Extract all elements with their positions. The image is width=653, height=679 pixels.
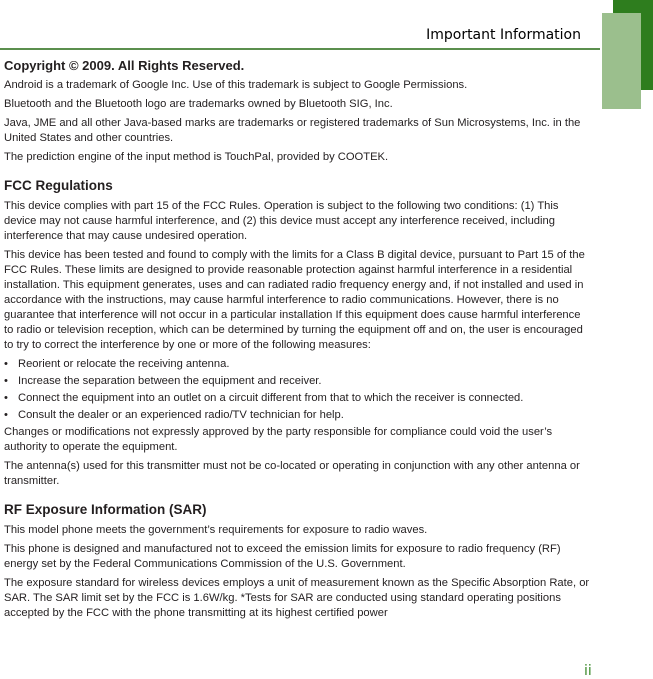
- rf-paragraph-2: This phone is designed and manufactured not to exceed the emission limits for exposure to radio frequency (RF) energy set by the Federal Communications Commission of the U.S. Government.: [4, 543, 561, 570]
- list-item: • Reorient or relocate the receiving antenna.: [4, 358, 230, 370]
- copyright-heading: Copyright © 2009. All Rights Reserved.: [4, 58, 245, 73]
- fcc-paragraph-4: The antenna(s) used for this transmitter must not be co-located or operating in conjunction with any other antenna or transmitter.: [4, 460, 580, 487]
- chapter-tab-light: [602, 13, 641, 109]
- rf-heading: RF Exposure Information (SAR): [4, 502, 207, 517]
- bullet-icon: •: [4, 358, 8, 370]
- android-trademark-text: Android is a trademark of Google Inc. Use of this trademark is subject to Google Permissions.: [4, 79, 468, 91]
- header-divider: [0, 48, 600, 50]
- bullet-icon: •: [4, 409, 8, 421]
- bullet-icon: •: [4, 375, 8, 387]
- page-number: ii: [584, 663, 592, 679]
- list-item: • Increase the separation between the equipment and receiver.: [4, 375, 322, 387]
- fcc-measures-list: [4, 357, 590, 423]
- fcc-heading: FCC Regulations: [4, 178, 113, 193]
- touchpal-credit-text: The prediction engine of the input method is TouchPal, provided by COOTEK.: [4, 151, 389, 163]
- running-header-title: Important Information: [426, 27, 581, 43]
- rf-paragraph-3: The exposure standard for wireless devices employs a unit of measurement known as the Specific Absorption Rate, or SAR. The SAR limit set by the FCC is 1.6W/kg. *Tests for SAR are conducted using standard operating positions accepted by the FCC with the phone transmitting at its highest certified power: [4, 577, 590, 619]
- list-item: • Connect the equipment into an outlet on a circuit different from that to which the receiver is connected.: [4, 392, 524, 404]
- list-item: • Consult the dealer or an experienced radio/TV technician for help.: [4, 409, 344, 421]
- rf-paragraph-1: This model phone meets the government’s requirements for exposure to radio waves.: [4, 524, 428, 536]
- fcc-paragraph-1: This device complies with part 15 of the FCC Rules. Operation is subject to the following two conditions: (1) This device may not cause harmful interference, and (2) this device must accept any interference received, including interference that may cause undesired operation.: [4, 200, 559, 242]
- fcc-paragraph-3: Changes or modifications not expressly approved by the party responsible for compliance could void the user’s authority to operate the equipment.: [4, 426, 553, 453]
- bluetooth-trademark-text: Bluetooth and the Bluetooth logo are trademarks owned by Bluetooth SIG, Inc.: [4, 98, 393, 110]
- fcc-paragraph-2: This device has been tested and found to comply with the limits for a Class B digital device, pursuant to Part 15 of the FCC Rules. These limits are designed to provide reasonable protection against harmful interference in a residential installation. This equipment generates, uses and can radiated radio frequency energy and, if not installed and used in accordance with the instructions, may cause harmful interference to radio communications. However, there is no guarantee that interference will not occur in a particular installation If this equipment does cause harmful interference to radio or television reception, which can be determined by turning the equipment off and on, the user is encouraged to try to correct the interference by one or more of the following measures:: [4, 249, 585, 351]
- java-trademark-text: Java, JME and all other Java-based marks are trademarks or registered trademarks of Sun Microsystems, Inc. in the United States and other countries.: [4, 117, 581, 144]
- page-body: [4, 58, 590, 625]
- bullet-icon: •: [4, 392, 8, 404]
